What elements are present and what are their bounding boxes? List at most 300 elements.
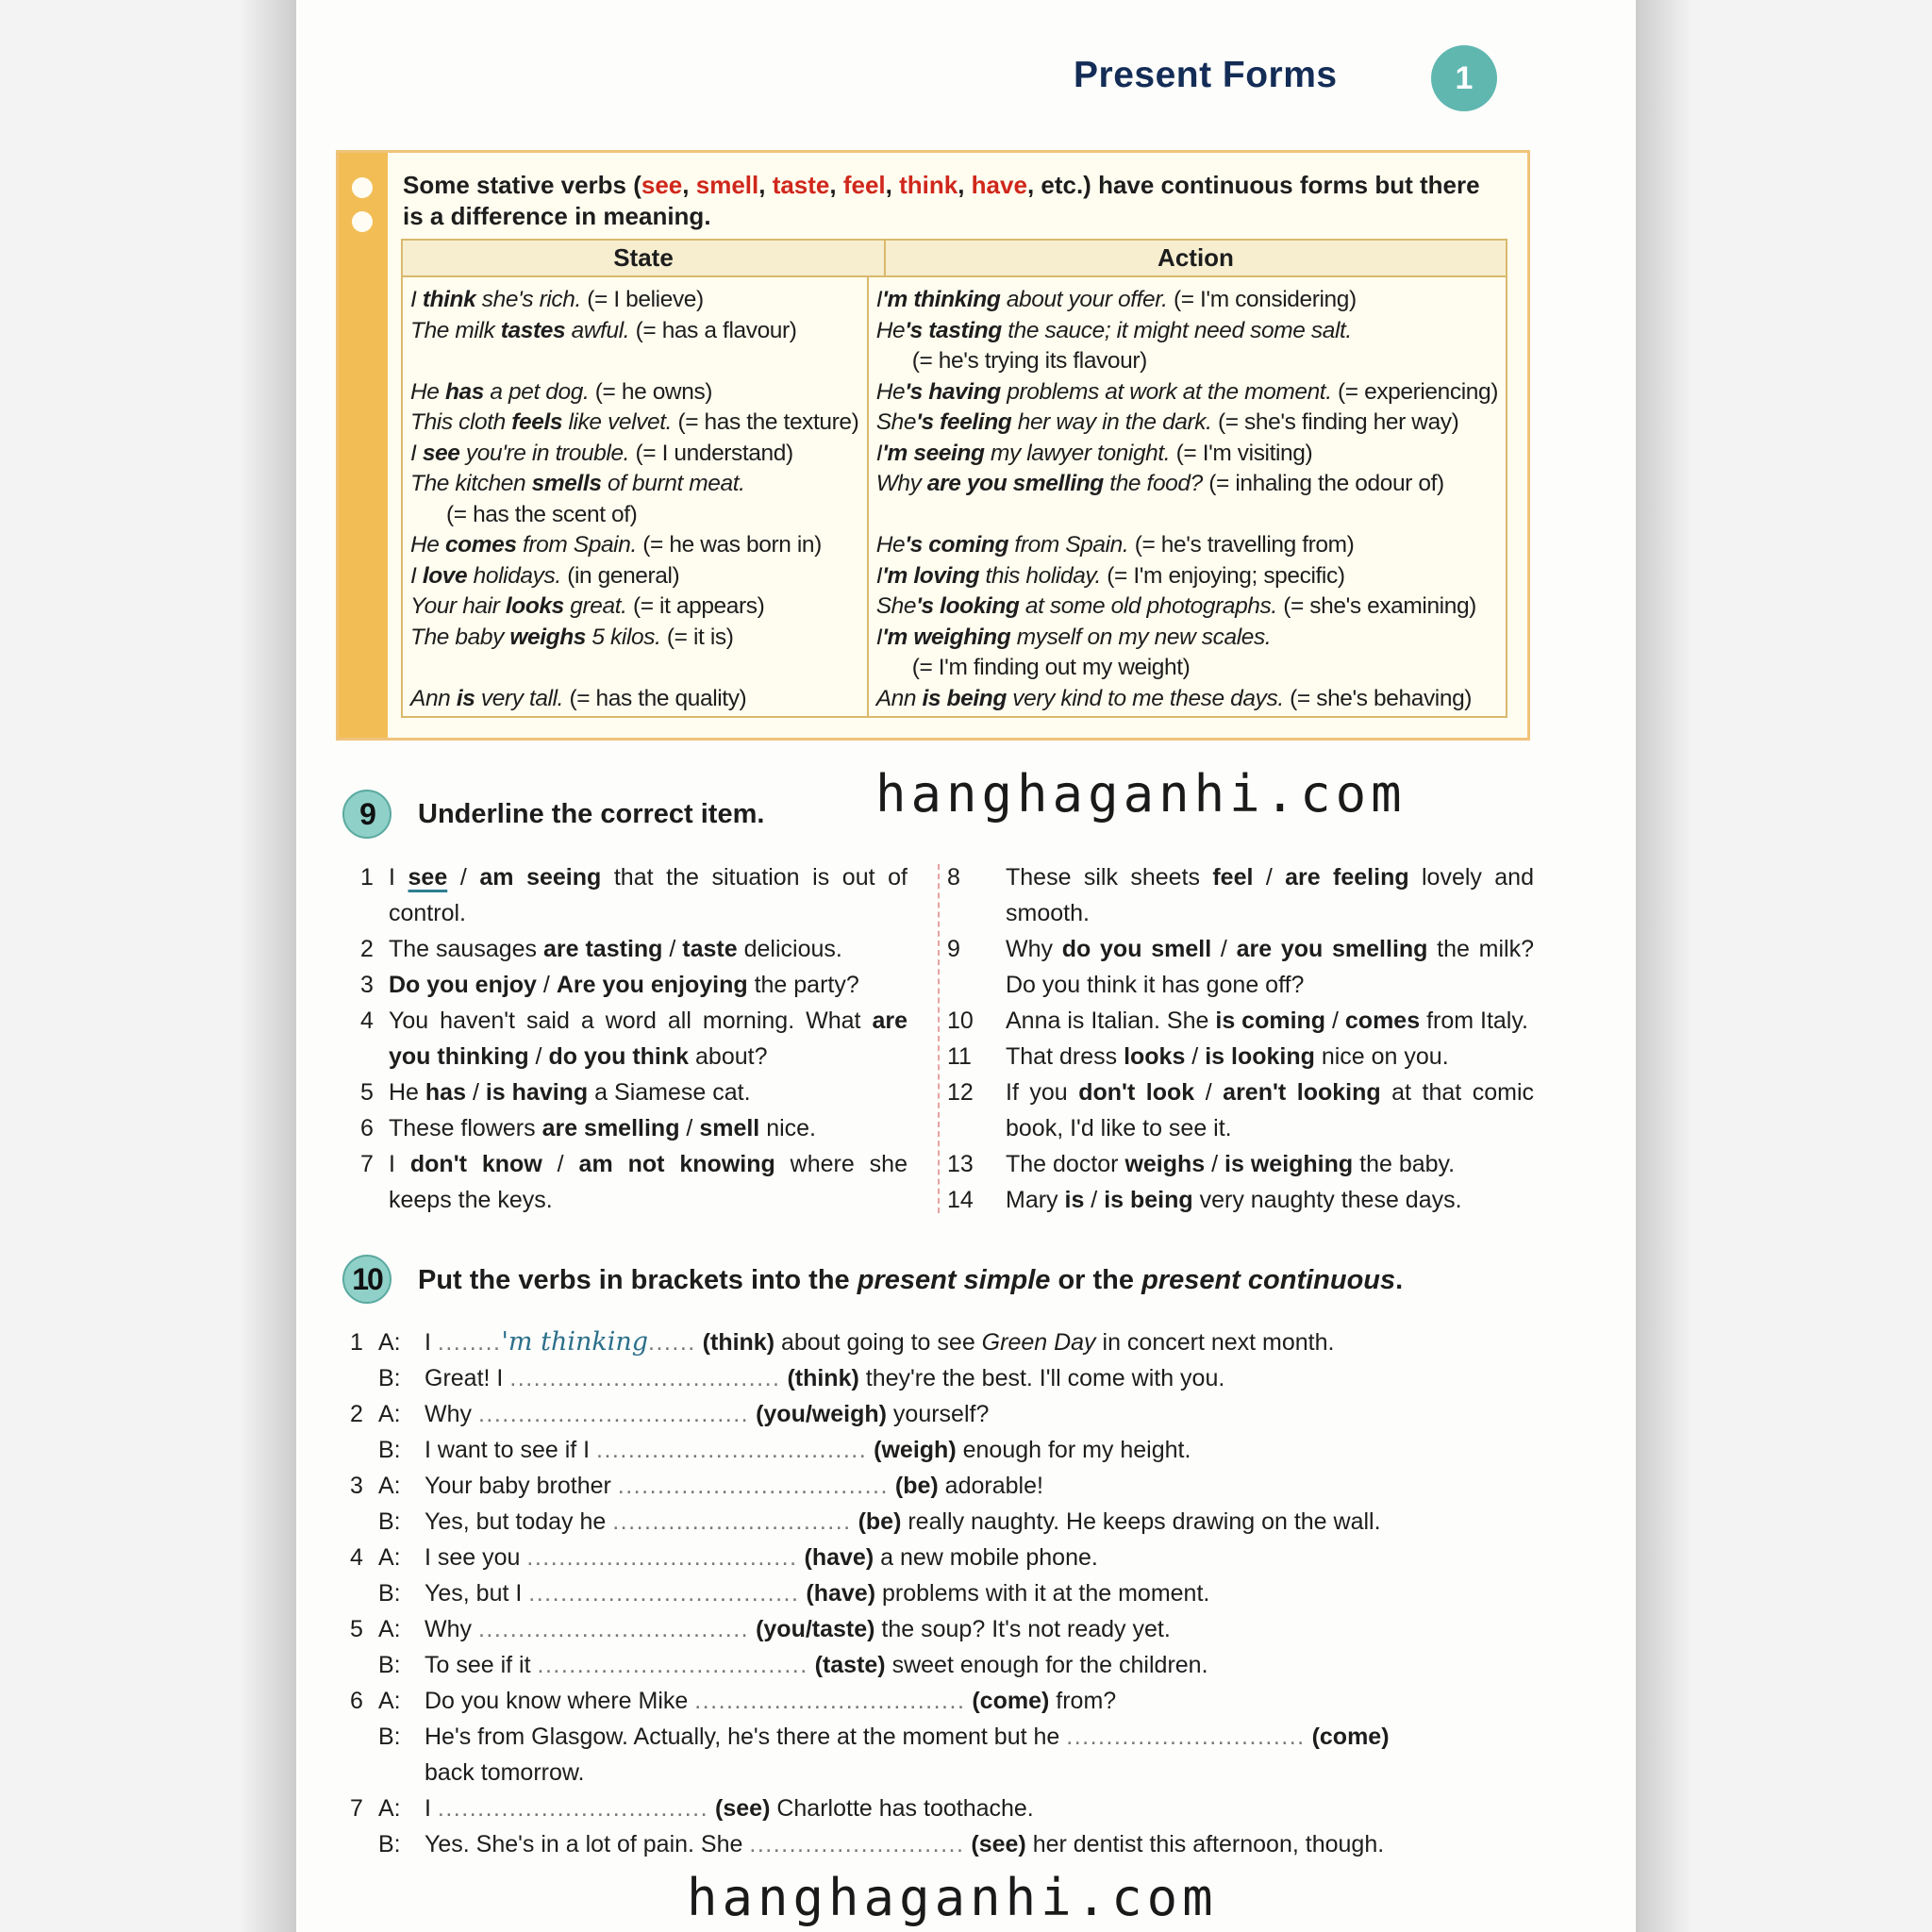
- item-text: [389, 1003, 908, 1039]
- option-2[interactable]: are feeling: [1285, 864, 1409, 891]
- meaning-gloss: (= I'm visiting): [1170, 440, 1313, 466]
- answer-blank[interactable]: ..............................: [612, 1508, 852, 1535]
- answer-blank[interactable]: ..............................: [1066, 1724, 1306, 1750]
- item-number: 5: [360, 1079, 374, 1106]
- item-number: 7: [360, 1151, 374, 1177]
- item-number: 7: [350, 1795, 363, 1822]
- handwritten-answer: 'm thinking: [501, 1327, 649, 1357]
- example-text: a pet dog.: [483, 378, 590, 405]
- table-line: [876, 285, 1498, 316]
- sentence-text: a new mobile phone.: [874, 1544, 1098, 1571]
- table-line: [876, 561, 1498, 592]
- line-text: [425, 1790, 1034, 1826]
- sentence-text: Why: [425, 1401, 478, 1427]
- option-1[interactable]: see: [408, 864, 448, 891]
- option-1[interactable]: do you smell: [1061, 936, 1212, 962]
- option-2[interactable]: taste: [682, 936, 738, 962]
- verb-form: is being: [922, 685, 1007, 711]
- item-number: 1: [360, 864, 374, 891]
- answer-blank[interactable]: ..................................: [528, 1580, 800, 1607]
- sentence-text: The sausages: [389, 936, 543, 962]
- item-number: 6: [360, 1115, 374, 1141]
- option-2[interactable]: aren't looking: [1223, 1079, 1381, 1106]
- example-text: the sauce; it might need some salt.: [1001, 317, 1352, 343]
- verb-form: 'm thinking: [882, 287, 1001, 312]
- exercise-10-badge: 10: [342, 1255, 391, 1304]
- answer-blank[interactable]: ..................................: [537, 1652, 808, 1678]
- sentence-text: Yes, but I: [425, 1580, 529, 1607]
- band-name: Green Day: [981, 1329, 1096, 1356]
- sentence-text: back tomorrow.: [425, 1759, 585, 1786]
- example-text: Why: [875, 471, 927, 496]
- table-line: [410, 653, 859, 684]
- table-line: [410, 684, 859, 715]
- sentence-text: the milk?: [1427, 936, 1534, 962]
- item-number: 3: [360, 972, 374, 998]
- verb-form: looks: [505, 593, 564, 619]
- option-separator: /: [679, 1115, 700, 1141]
- sentence-text: problems with it at the moment.: [875, 1580, 1210, 1607]
- verb-prompt: (think): [787, 1365, 859, 1391]
- option-1[interactable]: don't know: [409, 1151, 542, 1177]
- meaning-gloss: (= I believe): [580, 287, 704, 312]
- option-separator: /: [1084, 1187, 1105, 1213]
- sentence-text: Why: [1006, 936, 1062, 962]
- speaker-label: B:: [378, 1831, 401, 1857]
- verb-prompt: (come): [972, 1688, 1050, 1714]
- meaning-gloss: (in general): [560, 562, 680, 589]
- item-text: [1006, 931, 1534, 967]
- header-action: Action: [1158, 243, 1234, 272]
- option-1[interactable]: you thinking: [389, 1043, 529, 1070]
- answer-blank[interactable]: ..................................: [477, 1616, 750, 1642]
- option-separator: /: [1185, 1043, 1206, 1070]
- example-text: I: [410, 440, 423, 466]
- speaker-label: B:: [378, 1365, 401, 1391]
- option-1[interactable]: Do you enjoy: [389, 972, 537, 998]
- sentence-text: at that comic: [1380, 1079, 1534, 1106]
- example-text: Your hair: [410, 593, 506, 619]
- sentence-text: nice on you.: [1314, 1043, 1449, 1070]
- option-1[interactable]: feel: [1212, 864, 1254, 891]
- option-2[interactable]: are you smelling: [1236, 936, 1428, 962]
- option-2[interactable]: is having: [485, 1079, 589, 1106]
- option-1[interactable]: are tasting: [543, 936, 663, 962]
- sentence-text: her dentist this afternoon, though.: [1025, 1831, 1385, 1857]
- table-line: [410, 408, 859, 439]
- speaker-label: A:: [378, 1544, 401, 1571]
- sentence-text: sweet enough for the children.: [885, 1652, 1208, 1678]
- sentence-text: You haven't said a word all morning. What: [389, 1008, 873, 1034]
- meaning-gloss: (= he was born in): [636, 532, 822, 558]
- verb-form: 's looking: [916, 593, 1020, 619]
- item-text: [1006, 1039, 1534, 1074]
- item-number: 13: [947, 1151, 974, 1177]
- meaning-gloss: (= it is): [660, 624, 734, 650]
- item-text: [389, 1110, 908, 1146]
- option-1[interactable]: are smelling: [541, 1115, 680, 1141]
- example-text: her way in the dark.: [1011, 409, 1212, 435]
- item-number: 6: [350, 1688, 363, 1714]
- table-line: [410, 469, 859, 500]
- table-line: [410, 346, 859, 377]
- item-number: 12: [947, 1079, 974, 1106]
- speaker-label: B:: [378, 1508, 401, 1535]
- option-1[interactable]: looks: [1124, 1043, 1186, 1070]
- sentence-text: from Italy.: [1420, 1008, 1528, 1034]
- sentence-text: Mary: [1006, 1187, 1065, 1213]
- example-text: I: [875, 562, 883, 589]
- action-column: [869, 277, 1506, 716]
- line-text: [425, 1504, 1381, 1540]
- line-text: [425, 1540, 1098, 1575]
- dotted-blank: ........: [437, 1329, 502, 1356]
- table-line: [410, 439, 859, 470]
- verb-prompt: (have): [806, 1580, 876, 1607]
- rule-intro: Some stative verbs (see, smell, taste, feel, think, have, etc.) have continuous forms but there is a difference in meaning.: [403, 171, 1480, 230]
- example-text: Ann: [875, 685, 923, 711]
- speaker-label: A:: [378, 1473, 401, 1499]
- example-text: This cloth: [410, 409, 512, 435]
- sentence-text: the baby.: [1353, 1151, 1456, 1177]
- speaker-label: A:: [378, 1401, 401, 1427]
- example-text: very kind to me these days.: [1006, 685, 1284, 711]
- example-text: He: [410, 532, 445, 558]
- option-2[interactable]: do you think: [548, 1043, 690, 1070]
- verb-form: love: [422, 562, 468, 589]
- sentence-text: a Siamese cat.: [588, 1079, 751, 1106]
- exercise-9-title: Underline the correct item.: [418, 799, 765, 829]
- table-line: [876, 623, 1498, 654]
- speaker-label: B:: [378, 1724, 401, 1750]
- item-text-continued: smooth.: [1006, 900, 1090, 926]
- meaning-gloss: (= I'm enjoying; specific): [1100, 562, 1345, 589]
- grammar-rule-box: [336, 150, 1530, 741]
- item-number: 3: [350, 1473, 363, 1499]
- sentence-text: where she: [774, 1151, 908, 1177]
- option-2[interactable]: comes: [1344, 1008, 1421, 1034]
- exercise-10-title: Put the verbs in brackets into the present simple or the present continuous.: [418, 1265, 1404, 1295]
- item-text: [1006, 859, 1534, 895]
- page-shadow-left: [240, 0, 296, 1932]
- sentence-text: from?: [1049, 1688, 1117, 1714]
- page-number-badge: 1: [1431, 45, 1497, 111]
- option-separator: /: [1205, 1151, 1225, 1177]
- verb-prompt: (weigh): [874, 1437, 957, 1463]
- example-text: I: [875, 287, 883, 312]
- meaning-gloss: (= it appears): [626, 593, 765, 619]
- sentence-text: the soup? It's not ready yet.: [874, 1616, 1171, 1642]
- table-line: [410, 530, 859, 561]
- example-text: He: [410, 378, 445, 405]
- watermark: hanghaganhi.com: [687, 1868, 1218, 1927]
- sentence-text: Do you know where Mike: [425, 1688, 695, 1714]
- option-1[interactable]: is coming: [1215, 1008, 1326, 1034]
- table-line: [410, 561, 859, 592]
- verb-form: 'm loving: [882, 562, 980, 589]
- item-number: 10: [947, 1008, 974, 1034]
- verb-form: are you smelling: [926, 471, 1104, 496]
- answer-blank[interactable]: ..................................: [437, 1795, 709, 1822]
- header-state: State: [403, 241, 886, 275]
- sentence-text: I: [389, 1151, 410, 1177]
- option-1[interactable]: has: [425, 1079, 466, 1106]
- verb-prompt: (see): [715, 1795, 771, 1822]
- verb-prompt: (be): [894, 1473, 939, 1499]
- line-text: [425, 1468, 1043, 1504]
- meaning-gloss: (= has the quality): [563, 685, 747, 711]
- option-separator: /: [536, 972, 557, 998]
- line-text: [425, 1432, 1191, 1468]
- meaning-gloss: (= experiencing): [1331, 378, 1498, 405]
- example-text: The baby: [410, 624, 510, 650]
- verb-form: 's coming: [905, 532, 1009, 558]
- line-text: [425, 1647, 1208, 1683]
- dotted-blank: ......: [648, 1329, 696, 1356]
- sentence-text: about going to see: [774, 1329, 982, 1356]
- option-2[interactable]: am seeing: [479, 864, 602, 891]
- verb-form: 'm weighing: [882, 624, 1011, 650]
- sentence-text: The doctor: [1006, 1151, 1125, 1177]
- line-text: [425, 1396, 989, 1432]
- item-text: [389, 967, 908, 1003]
- sentence-text: adorable!: [938, 1473, 1043, 1499]
- verb-form: 'm seeing: [882, 440, 985, 466]
- state-column: [403, 277, 869, 716]
- sentence-text: really naughty. He keeps drawing on the wall.: [901, 1508, 1381, 1535]
- example-text: very tall.: [475, 685, 564, 711]
- item-number: 2: [350, 1401, 363, 1427]
- answer-blank[interactable]: ...........................: [749, 1831, 965, 1857]
- sentence-text: Your baby brother: [425, 1473, 618, 1499]
- option-2[interactable]: is being: [1104, 1187, 1193, 1213]
- example-text: She: [875, 409, 917, 435]
- option-separator: /: [1194, 1079, 1224, 1106]
- sentence-text: delicious.: [737, 936, 842, 962]
- line-text: [425, 1719, 1509, 1755]
- sentence-text: Yes, but today he: [425, 1508, 613, 1535]
- sentence-text: very naughty these days.: [1192, 1187, 1462, 1213]
- meaning-gloss: (= has the scent of): [446, 501, 638, 527]
- meaning-gloss: (= he's trying its flavour): [911, 348, 1147, 374]
- example-text: He: [875, 378, 906, 405]
- option-2[interactable]: Are you enjoying: [556, 972, 748, 998]
- sentence-text: Great! I: [425, 1365, 510, 1391]
- verb-form: 's having: [905, 378, 1001, 405]
- item-number: 2: [360, 936, 374, 962]
- answer-blank[interactable]: ..................................: [509, 1365, 781, 1391]
- example-text: she's rich.: [475, 287, 581, 312]
- sentence-text: That dress: [1006, 1043, 1124, 1070]
- item-text: [389, 1074, 908, 1110]
- sentence-text: Charlotte has toothache.: [770, 1795, 1034, 1822]
- sentence-text: Anna is Italian. She: [1006, 1008, 1216, 1034]
- example-text: holidays.: [467, 562, 561, 589]
- meaning-gloss: (= he owns): [589, 378, 713, 405]
- line-text: [425, 1575, 1209, 1611]
- verb-form: is: [456, 685, 475, 711]
- option-separator: /: [466, 1079, 486, 1106]
- example-text: The kitchen: [410, 471, 532, 496]
- sentence-text: yourself?: [886, 1401, 990, 1427]
- line-text: [425, 1360, 1224, 1396]
- example-text: myself on my new scales.: [1010, 624, 1272, 650]
- option-1[interactable]: don't look: [1078, 1079, 1195, 1106]
- example-text: this holiday.: [979, 562, 1101, 589]
- option-2[interactable]: is weighing: [1224, 1151, 1354, 1177]
- example-text: problems at work at the moment.: [1000, 378, 1332, 405]
- meaning-gloss: (= I'm considering): [1167, 287, 1357, 312]
- item-text: [1006, 1146, 1534, 1182]
- meaning-gloss: (= has a flavour): [629, 317, 797, 343]
- item-text-continued: control.: [389, 900, 466, 926]
- line-text: [425, 1324, 1334, 1360]
- table-line: [876, 439, 1498, 470]
- table-line: [410, 316, 859, 347]
- item-number: 4: [350, 1544, 363, 1571]
- option-2[interactable]: is looking: [1205, 1043, 1315, 1070]
- answer-blank[interactable]: ..................................: [477, 1401, 750, 1427]
- verb-form: has: [444, 378, 484, 405]
- verb-prompt: (think): [702, 1329, 775, 1356]
- speaker-label: B:: [378, 1652, 401, 1678]
- verb-form: 's feeling: [916, 409, 1012, 435]
- example-text: from Spain.: [516, 532, 637, 558]
- answer-blank-filled[interactable]: [438, 1329, 696, 1356]
- option-separator: /: [447, 864, 480, 891]
- example-text: 5 kilos.: [586, 624, 661, 650]
- option-1[interactable]: is: [1064, 1187, 1085, 1213]
- item-text: [389, 1146, 908, 1182]
- item-number: 4: [360, 1008, 374, 1034]
- sentence-text: Why: [425, 1616, 478, 1642]
- table-line: [876, 346, 1498, 377]
- meaning-gloss: (= he's travelling from): [1128, 532, 1355, 558]
- example-text: I: [410, 287, 423, 312]
- example-text: of burnt meat.: [601, 471, 745, 496]
- verb-prompt: (you/weigh): [756, 1401, 887, 1427]
- example-text: the food?: [1103, 471, 1203, 496]
- line-text: [425, 1826, 1384, 1862]
- verb-prompt: (you/taste): [756, 1616, 875, 1642]
- example-text: like velvet.: [562, 409, 673, 435]
- verb-form: see: [422, 440, 460, 466]
- example-text: awful.: [565, 317, 630, 343]
- item-number: 1: [350, 1329, 363, 1356]
- verb-form: weighs: [509, 624, 587, 650]
- table-line: [876, 469, 1498, 500]
- meaning-gloss: (= she's examining): [1276, 593, 1476, 619]
- item-text: [389, 859, 908, 895]
- table-line: [876, 653, 1498, 684]
- sentence-text: that the situation is out of: [601, 864, 908, 891]
- table-line: [410, 377, 859, 408]
- example-text: The milk: [410, 317, 501, 343]
- answer-blank[interactable]: ..................................: [694, 1688, 966, 1714]
- meaning-gloss: (= I'm finding out my weight): [911, 655, 1191, 680]
- line-text: [425, 1683, 1116, 1719]
- option-separator: /: [541, 1151, 579, 1177]
- table-line: [410, 285, 859, 316]
- verb-form: feels: [511, 409, 563, 435]
- example-text: I: [875, 440, 883, 466]
- binder-hole-icon: [352, 211, 373, 232]
- verb-form: 's tasting: [905, 317, 1002, 343]
- sentence-text: I want to see if I: [425, 1437, 597, 1463]
- speaker-label: B:: [378, 1437, 401, 1463]
- option-separator: /: [1211, 936, 1237, 962]
- page-shadow-right: [1636, 0, 1692, 1932]
- answer-blank[interactable]: ..................................: [617, 1473, 889, 1499]
- speaker-label: A:: [378, 1616, 401, 1642]
- item-text-continued: keeps the keys.: [389, 1187, 553, 1213]
- sentence-text: These flowers: [389, 1115, 542, 1141]
- table-line: [876, 408, 1498, 439]
- verb-prompt: (taste): [814, 1652, 886, 1678]
- table-line: [876, 316, 1498, 347]
- verb-form: comes: [444, 532, 517, 558]
- binder-strip: [339, 153, 388, 738]
- option-separator: /: [528, 1043, 549, 1070]
- example-text: you're in trouble.: [459, 440, 630, 466]
- example-text: He: [875, 317, 906, 343]
- line-text: [425, 1611, 1171, 1647]
- sentence-text: enough for my height.: [956, 1437, 1191, 1463]
- item-number: 9: [947, 936, 960, 962]
- verb-prompt: (be): [858, 1508, 902, 1535]
- line-text: [425, 1755, 585, 1790]
- verb-form: tastes: [500, 317, 566, 343]
- example-text: Ann: [410, 685, 457, 711]
- option-1[interactable]: weighs: [1124, 1151, 1206, 1177]
- answer-blank[interactable]: ..................................: [596, 1437, 868, 1463]
- sentence-text: I: [425, 1329, 438, 1356]
- speaker-label: A:: [378, 1795, 401, 1822]
- speaker-label: B:: [378, 1580, 401, 1607]
- example-text: at some old photographs.: [1019, 593, 1277, 619]
- table-line: [876, 684, 1498, 715]
- sentence-text: nice.: [759, 1115, 817, 1141]
- answer-blank[interactable]: ..................................: [526, 1544, 798, 1571]
- example-text: from Spain.: [1008, 532, 1129, 558]
- option-1[interactable]: are: [872, 1008, 908, 1034]
- sentence-text: lovely and: [1408, 864, 1534, 891]
- item-text: [1006, 1074, 1534, 1110]
- item-number: 11: [947, 1043, 972, 1070]
- verb-prompt: (come): [1311, 1724, 1390, 1750]
- option-2[interactable]: smell: [699, 1115, 760, 1141]
- item-text: [1006, 1182, 1534, 1218]
- verb-form: think: [422, 287, 476, 312]
- verb-form: smells: [531, 471, 602, 496]
- example-text: I: [875, 624, 883, 650]
- item-number: 5: [350, 1616, 363, 1642]
- table-line: [876, 530, 1498, 561]
- sentence-text: in concert next month.: [1095, 1329, 1335, 1356]
- option-2[interactable]: am not knowing: [578, 1151, 775, 1177]
- item-text: [389, 931, 908, 967]
- column-divider: [938, 864, 940, 1213]
- option-separator: /: [1325, 1008, 1345, 1034]
- meaning-gloss: (= I understand): [629, 440, 793, 466]
- verb-prompt: (see): [971, 1831, 1026, 1857]
- sentence-text: the party?: [747, 972, 859, 998]
- item-number: 14: [947, 1187, 974, 1213]
- option-separator: /: [1253, 864, 1286, 891]
- item-text-continued: Do you think it has gone off?: [1006, 972, 1305, 998]
- example-text: He: [875, 532, 906, 558]
- meaning-gloss: (= inhaling the odour of): [1202, 471, 1444, 496]
